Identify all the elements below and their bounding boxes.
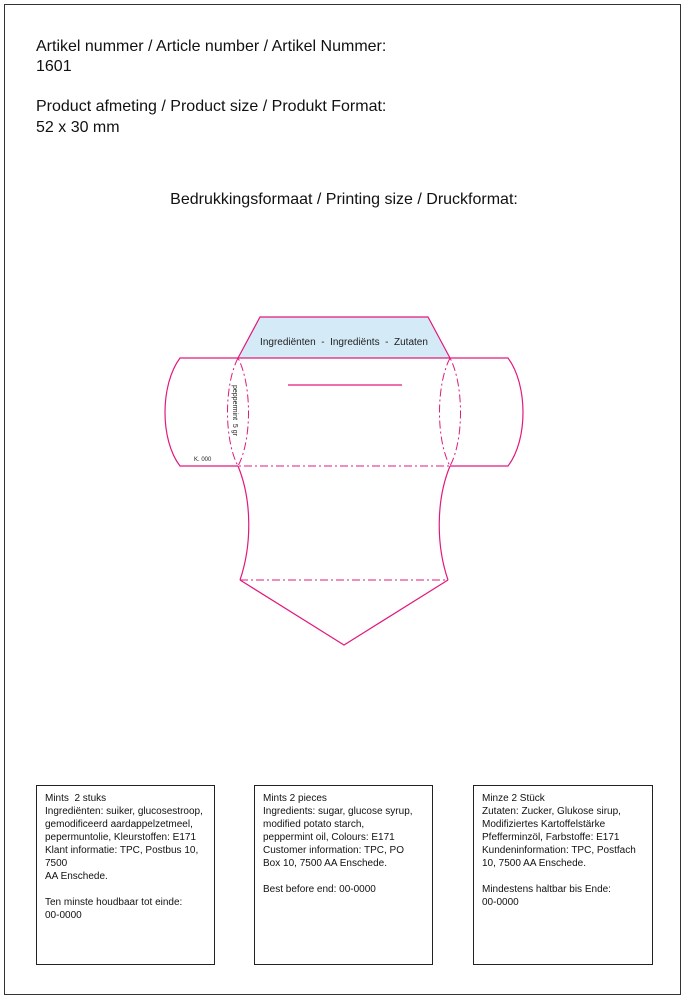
- info-line: modified potato starch,: [263, 819, 365, 830]
- info-line: Kundeninformation: TPC, Postfach: [482, 845, 636, 856]
- best-before-value: 00-0000: [482, 897, 519, 908]
- info-line: AA Enschede.: [45, 871, 108, 882]
- best-before-label: Mindestens haltbar bis Ende:: [482, 884, 611, 895]
- info-title: Minze 2 Stück: [482, 793, 545, 804]
- info-line: Box 10, 7500 AA Enschede.: [263, 858, 387, 869]
- info-box-dutch: [36, 785, 215, 965]
- code-text: K. 000: [194, 457, 212, 463]
- article-number-value: 1601: [36, 58, 72, 75]
- best-before-label: Ten minste houdbaar tot einde:: [45, 897, 183, 908]
- info-line: gemodificeerd aardappelzetmeel,: [45, 819, 193, 830]
- info-line: Pfefferminzöl, Farbstoffe: E171: [482, 832, 620, 843]
- info-box-english: [254, 785, 433, 965]
- info-line: 10, 7500 AA Enschede.: [482, 858, 586, 869]
- product-size-label: Product afmeting / Product size / Produkt Format:: [36, 98, 387, 115]
- bottom-point-flap: [240, 580, 448, 645]
- info-line: Ingredients: sugar, glucose syrup,: [263, 806, 413, 817]
- info-line: pepermuntolie, Kleurstoffen: E171: [45, 832, 197, 843]
- lower-body: [238, 466, 450, 580]
- article-number-label: Artikel nummer / Article number / Artikel Nummer:: [36, 38, 387, 55]
- top-flap-text: Ingrediënten - Ingrediënts - Zutaten: [260, 337, 428, 348]
- printing-size-title: Bedrukkingsformaat / Printing size / Druckformat:: [170, 191, 518, 208]
- info-line: Zutaten: Zucker, Glukose sirup,: [482, 806, 621, 817]
- best-before-value: 00-0000: [45, 910, 82, 921]
- info-line: Ingrediënten: suiker, glucosestroop,: [45, 806, 203, 817]
- side-text: peppermint 5 gr: [231, 385, 238, 436]
- info-box-german: [473, 785, 653, 965]
- info-line: Customer information: TPC, PO: [263, 845, 404, 856]
- right-ellipse-fold: [440, 358, 461, 466]
- info-line: Klant informatie: TPC, Postbus 10, 7500: [45, 845, 199, 869]
- best-before-label: Best before end: 00-0000: [263, 884, 376, 895]
- info-title: Mints 2 stuks: [45, 793, 107, 804]
- info-line: Modifiziertes Kartoffelstärke: [482, 819, 606, 830]
- info-title: Mints 2 pieces: [263, 793, 327, 804]
- info-line: peppermint oil, Colours: E171: [263, 832, 395, 843]
- product-size-value: 52 x 30 mm: [36, 119, 120, 136]
